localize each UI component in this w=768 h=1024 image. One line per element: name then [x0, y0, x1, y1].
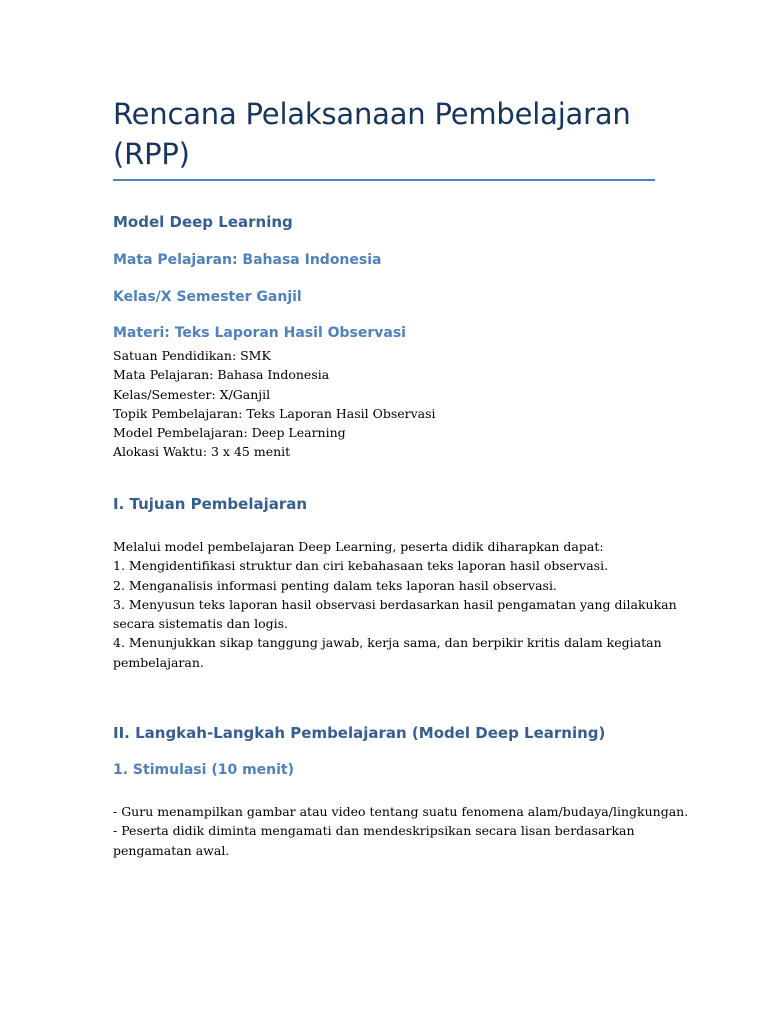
info-line: Alokasi Waktu: 3 x 45 menit	[113, 444, 291, 460]
info-line: Satuan Pendidikan: SMK	[113, 348, 271, 363]
objective-line: 3. Menyusun teks laporan hasil observasi berdasarkan hasil pengamatan yang dilakukan	[113, 596, 677, 612]
title-line-1: Rencana Pelaksanaan Pembelajaran	[113, 97, 631, 131]
objective-line: pembelajaran.	[113, 654, 204, 670]
document-title	[113, 94, 658, 174]
objective-line: 1. Mengidentifikasi struktur dan ciri kebahasaan teks laporan hasil observasi.	[113, 558, 609, 574]
info-block	[113, 346, 658, 462]
subject-heading: Mata Pelajaran: Bahasa Indonesia	[113, 252, 382, 268]
objective-line: 4. Menunjukkan sikap tanggung jawab, kerja sama, dan berpikir kritis dalam kegiatan	[113, 635, 662, 651]
section-1-heading: I. Tujuan Pembelajaran	[113, 495, 308, 513]
class-heading: Kelas/X Semester Ganjil	[113, 289, 302, 305]
title-divider	[113, 179, 655, 181]
info-line: Topik Pembelajaran: Teks Laporan Hasil Observasi	[113, 405, 436, 421]
section-2-heading: II. Langkah-Langkah Pembelajaran (Model Deep Learning)	[113, 724, 606, 742]
model-heading: Model Deep Learning	[113, 213, 293, 231]
objectives-block	[113, 537, 677, 672]
objective-line: Melalui model pembelajaran Deep Learning, peserta didik diharapkan dapat:	[113, 539, 604, 554]
stimulation-block	[113, 802, 689, 860]
objective-line: 2. Menganalisis informasi penting dalam teks laporan hasil observasi.	[113, 577, 557, 593]
info-line: Mata Pelajaran: Bahasa Indonesia	[113, 367, 330, 383]
stimulation-line: - Guru menampilkan gambar atau video tentang suatu fenomena alam/budaya/lingkungan.	[113, 804, 689, 819]
objective-line: secara sistematis dan logis.	[113, 616, 289, 632]
info-line: Model Pembelajaran: Deep Learning	[113, 425, 346, 441]
stimulation-line: - Peserta didik diminta mengamati dan mendeskripsikan secara lisan berdasarkan	[113, 823, 635, 839]
material-heading: Materi: Teks Laporan Hasil Observasi	[113, 325, 406, 341]
title-line-2: (RPP)	[113, 137, 190, 171]
subsection-1-heading: 1. Stimulasi (10 menit)	[113, 762, 295, 778]
stimulation-line: pengamatan awal.	[113, 842, 230, 858]
info-line: Kelas/Semester: X/Ganjil	[113, 386, 271, 402]
